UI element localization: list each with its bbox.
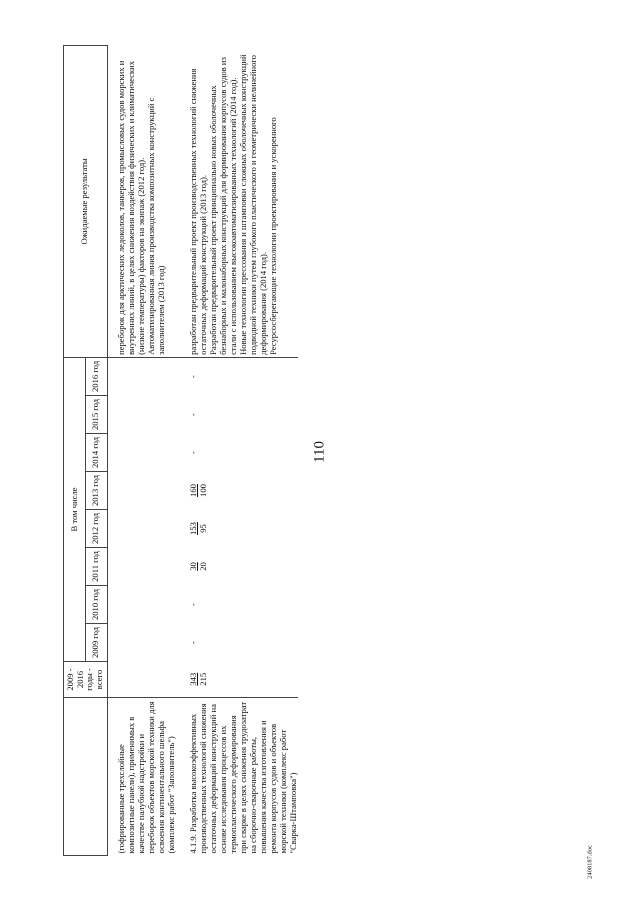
row-year-2011 [188, 548, 299, 586]
row-spacer [176, 45, 188, 855]
row-year-2014 [107, 434, 176, 472]
row-year-2015 [107, 396, 176, 434]
header-expected-results: Ожидаемые результаты [64, 45, 108, 357]
row-year-2009 [107, 624, 176, 662]
cell-value: - [187, 451, 198, 454]
row-year-2013 [107, 472, 176, 510]
header-description [64, 698, 108, 856]
page-number: 110 [311, 441, 328, 463]
row-year-2012 [188, 510, 299, 548]
row-year-2009 [188, 624, 299, 662]
row-total-value: 215 [197, 672, 208, 686]
cell-value: 20 [197, 562, 208, 571]
header-year-2014: 2014 год [85, 434, 107, 472]
row-total-value: 343 [187, 672, 198, 686]
cell-value: - [187, 641, 198, 644]
row-total [188, 662, 299, 698]
header-year-2013: 2013 год [85, 472, 107, 510]
header-year-2016: 2016 год [85, 357, 107, 395]
cell-value: 95 [197, 524, 208, 533]
cell-value: 160 [187, 484, 198, 497]
cell-value: - [187, 413, 198, 416]
row-year-2012 [107, 510, 176, 548]
row-description: (гофрированные трехслойные композитные панели), применимых в качестве палубной надстройки и переборок объектов морской техники для освоения континентального шельфа (комплекс работ "Заполнитель") [107, 698, 176, 856]
row-total [107, 662, 176, 698]
row-description: 4.1.9. Разработка высокоэффективных производственных технологий снижения остаточных деформаций конструкций на основе исследования процессов их термопластического деформирования при сварке в целях снижения трудозатрат на сборочно-сварочные работы, повышения качества изготовления и ремонта корпусов судов и объектов морской техники (комплекс работ "Сварка-Штамповка") [188, 698, 299, 856]
header-year-2010: 2010 год [85, 586, 107, 624]
header-year-2011: 2011 год [85, 548, 107, 586]
row-expected-results: разработан предварительный проект производственных технологий снижения остаточных деформаций конструкций (2013 год). Разработан предварительный проект принципиально новых оболочечных безнаборных и малонаборных конструкций для формирования корпусов судов из стали с использованием высокоавтоматизированных технологий (2014 год). Новые технологии прессования и штамповки сложных оболочечных конструкций подводной техники путем глубокого пластического и геометрически нелинейного деформирования (2014 год). Ресурсосберегающие технологии проектирования и ускоренного [188, 45, 299, 357]
header-year-2009: 2009 год [85, 624, 107, 662]
row-year-2011 [107, 548, 176, 586]
cell-value: 153 [187, 522, 198, 535]
table-row [188, 45, 299, 855]
row-year-2010 [107, 586, 176, 624]
row-year-2014 [188, 434, 299, 472]
program-table-rotated [63, 46, 571, 856]
header-total: 2009 - 2016 годы - всего [64, 662, 108, 698]
row-year-2015 [188, 396, 299, 434]
row-year-2016 [107, 357, 176, 395]
program-table [63, 45, 298, 856]
header-year-2015: 2015 год [85, 396, 107, 434]
cell-value: 100 [197, 484, 208, 497]
row-expected-results: переборок для арктических ледоколов, танкеров, промысловых судов морских и внутренних линий, в целях снижения воздействия физических и климатических (низкие температуры) факторов на экипаж (2012 год). Автоматизированная линия производства композитных конструкций с заполнителем (2013 год) [107, 45, 176, 357]
cell-value: - [187, 375, 198, 379]
header-in-that-number: В том числе [64, 357, 86, 661]
table-row [107, 45, 176, 855]
row-year-2010 [188, 586, 299, 624]
header-year-2012: 2012 год [85, 510, 107, 548]
cell-value: - [187, 603, 198, 606]
row-year-2013 [188, 472, 299, 510]
cell-value: 30 [187, 562, 198, 571]
footer-file-name: 2408187.doc [586, 845, 594, 879]
row-year-2016 [188, 357, 299, 395]
